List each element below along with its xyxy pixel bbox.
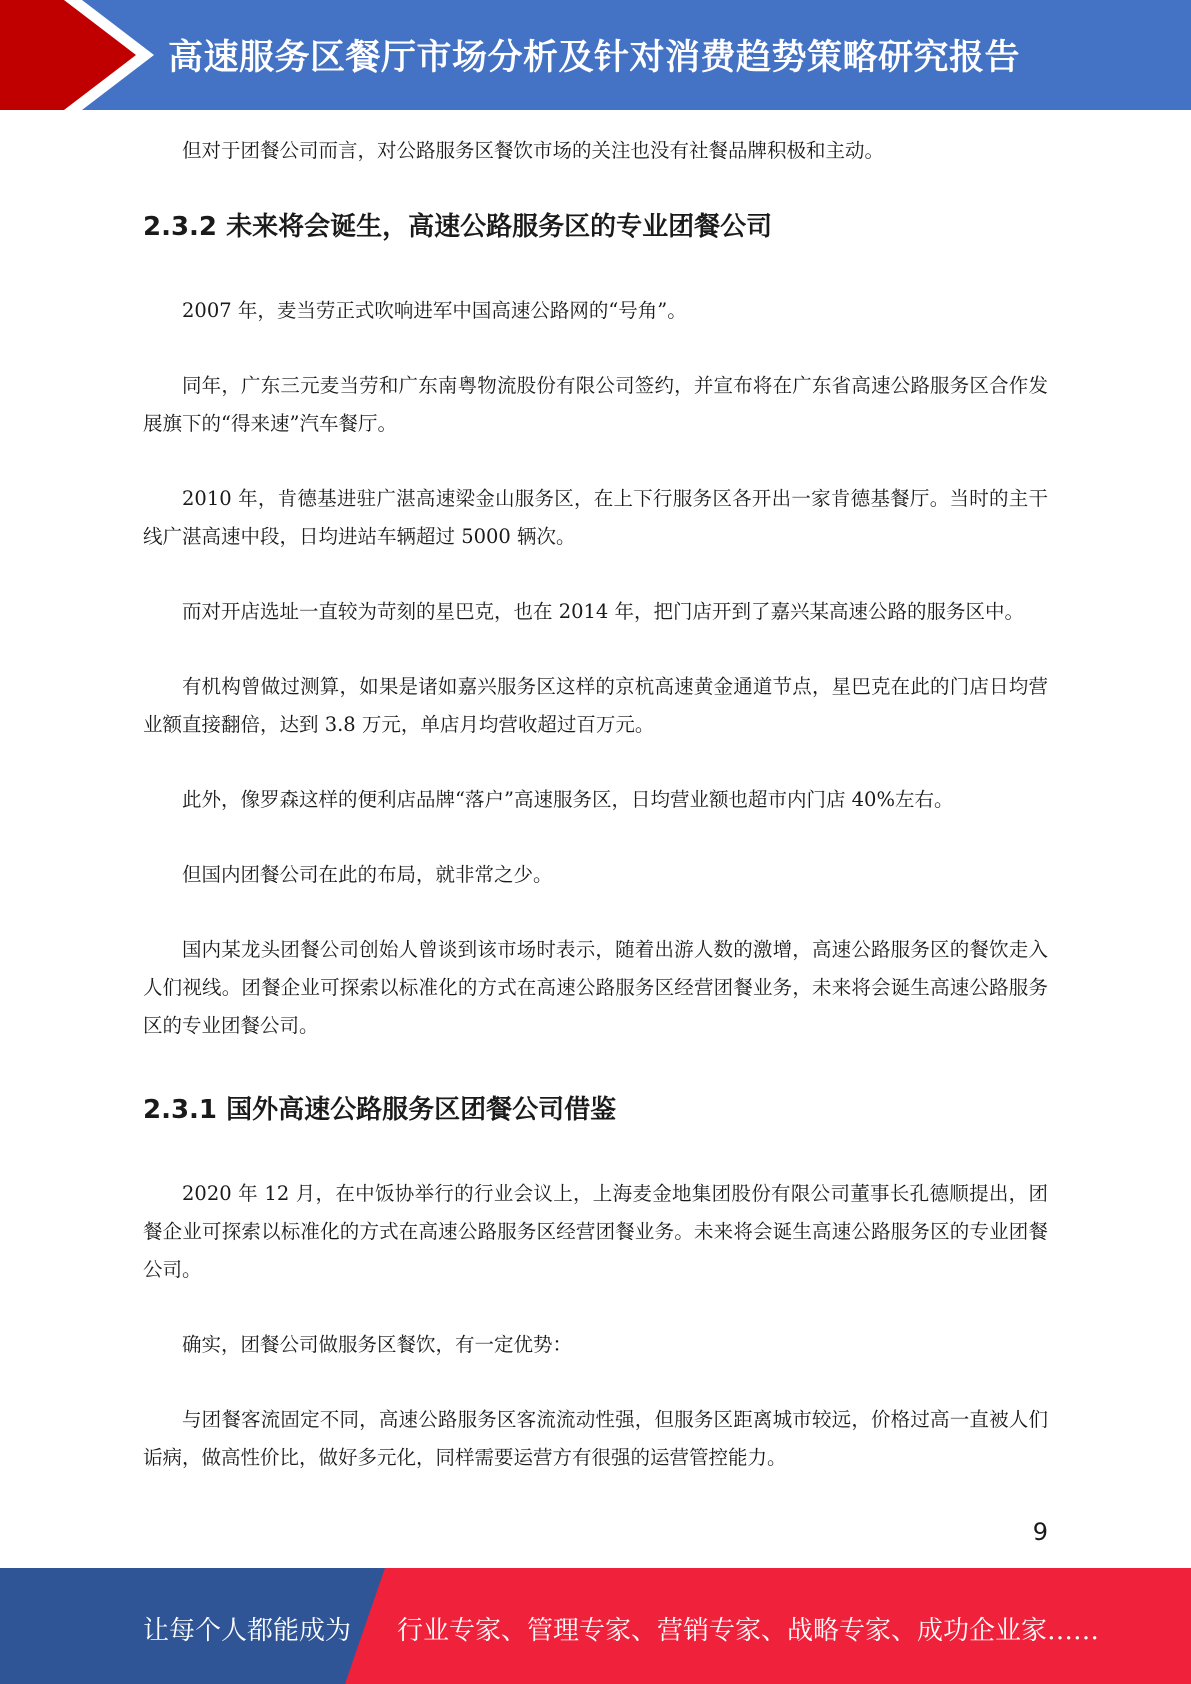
paragraph: 2020 年 12 月，在中饭协举行的行业会议上，上海麦金地集团股份有限公司董事长孔德顺提出，团餐企业可探索以标准化的方式在高速公路服务区经营团餐业务。未来将会诞生高速公路服务区的专业团餐公司。	[143, 1182, 1048, 1281]
paragraph: 但对于团餐公司而言，对公路服务区餐饮市场的关注也没有社餐品牌积极和主动。	[182, 139, 885, 162]
paragraph: 但国内团餐公司在此的布局，就非常之少。	[182, 863, 553, 886]
paragraph: 确实，团餐公司做服务区餐饮，有一定优势：	[182, 1333, 573, 1356]
section-heading-2-3-2: 2.3.2 未来将会诞生，高速公路服务区的专业团餐公司	[143, 212, 773, 242]
document-body	[143, 132, 1048, 1514]
paragraph: 国内某龙头团餐公司创始人曾谈到该市场时表示，随着出游人数的激增，高速公路服务区的餐饮走入人们视线。团餐企业可探索以标准化的方式在高速公路服务区经营团餐业务，未来将会诞生高速公路服务区的专业团餐公司。	[143, 938, 1048, 1037]
header-red-arrow-decoration	[0, 0, 150, 110]
paragraph: 2007 年，麦当劳正式吹响进军中国高速公路网的“号角”。	[182, 299, 687, 322]
page-number: 9	[1032, 1518, 1048, 1546]
footer-slogan-left: 让每个人都能成为	[143, 1616, 352, 1646]
page-header	[0, 0, 1191, 110]
paragraph: 2010 年，肯德基进驻广湛高速梁金山服务区，在上下行服务区各开出一家肯德基餐厅。当时的主干线广湛高速中段，日均进站车辆超过 5000 辆次。	[143, 487, 1048, 548]
footer-slogan-right: 行业专家、管理专家、营销专家、战略专家、成功企业家……	[397, 1616, 1100, 1646]
page-footer	[0, 1568, 1191, 1684]
paragraph: 此外，像罗森这样的便利店品牌“落户”高速服务区，日均营业额也超市内门店 40%左右。	[182, 788, 954, 811]
paragraph: 有机构曾做过测算，如果是诸如嘉兴服务区这样的京杭高速黄金通道节点，星巴克在此的门店日均营业额直接翻倍，达到 3.8 万元，单店月均营收超过百万元。	[143, 675, 1048, 736]
paragraph: 同年，广东三元麦当劳和广东南粤物流股份有限公司签约，并宣布将在广东省高速公路服务区合作发展旗下的“得来速”汽车餐厅。	[143, 374, 1048, 435]
document-title: 高速服务区餐厅市场分析及针对消费趋势策略研究报告	[168, 38, 1021, 78]
section-heading-2-3-1: 2.3.1 国外高速公路服务区团餐公司借鉴	[143, 1095, 617, 1125]
paragraph: 而对开店选址一直较为苛刻的星巴克，也在 2014 年，把门店开到了嘉兴某高速公路的服务区中。	[182, 600, 1025, 623]
paragraph: 与团餐客流固定不同，高速公路服务区客流流动性强，但服务区距离城市较远，价格过高一直被人们诟病，做高性价比，做好多元化，同样需要运营方有很强的运营管控能力。	[143, 1408, 1048, 1469]
